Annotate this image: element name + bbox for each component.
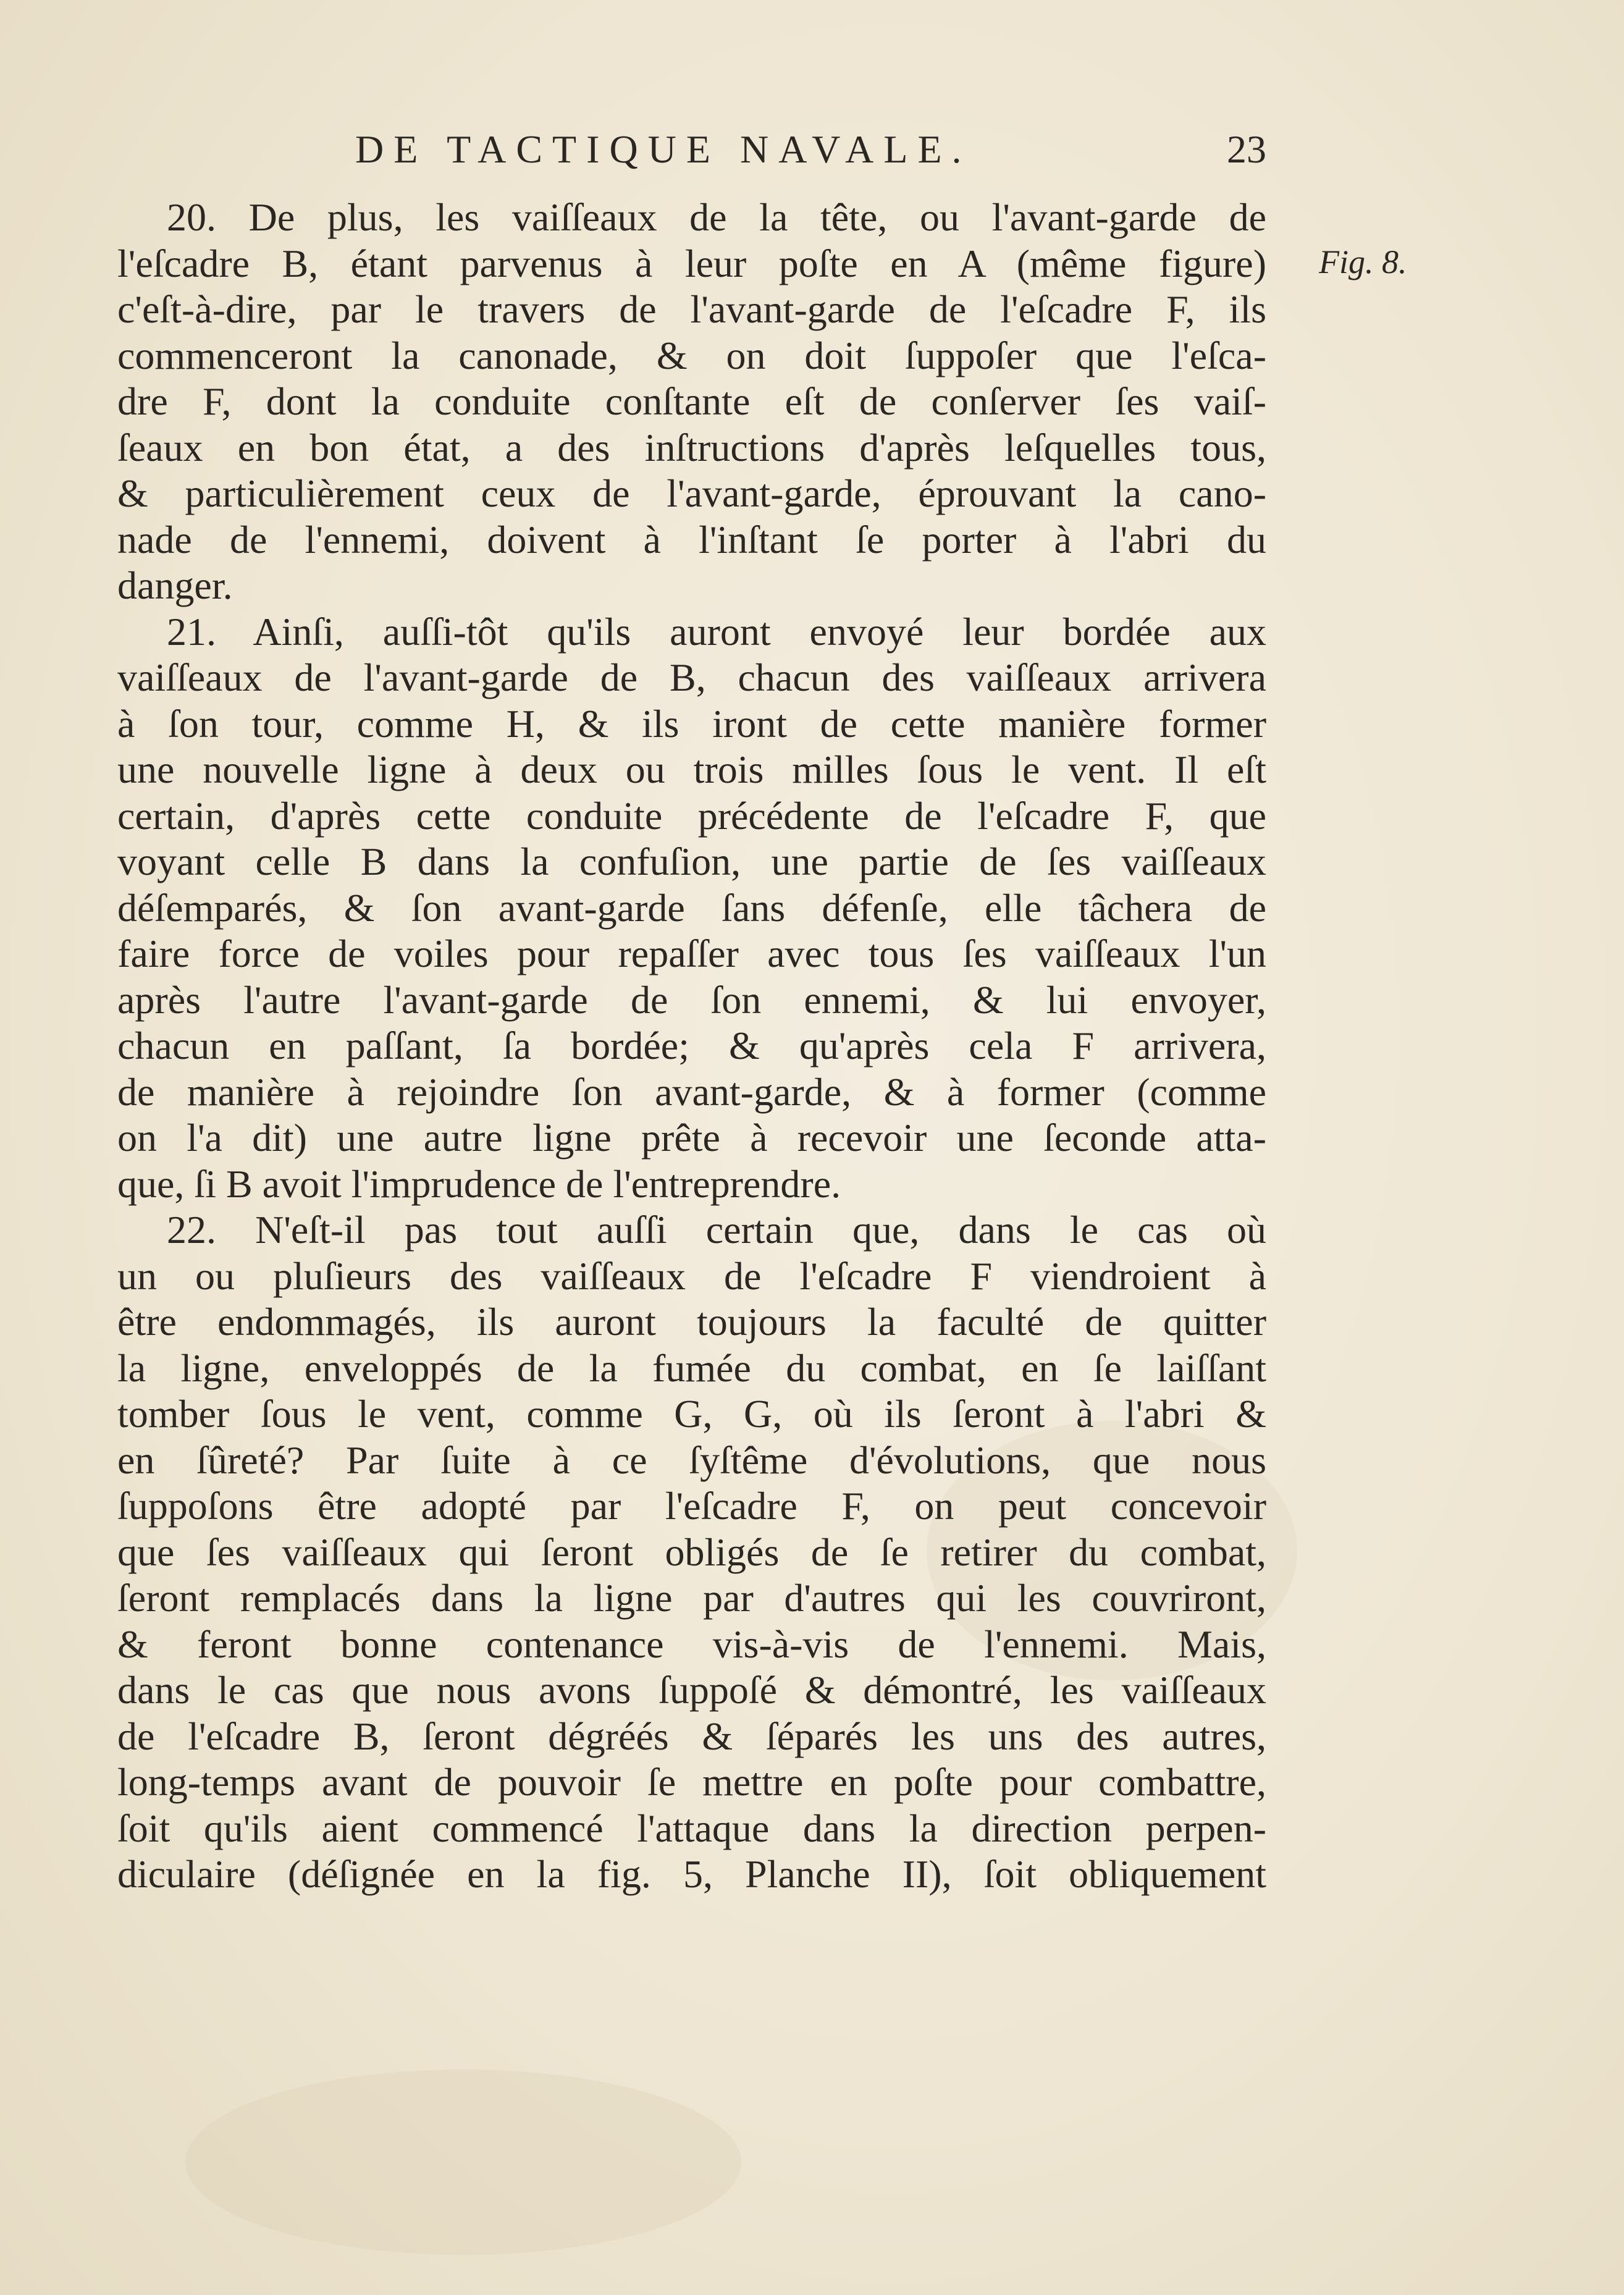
text-line: de manière à rejoindre ſon avant-garde, & à former (comme <box>117 1069 1266 1114</box>
page-number: 23 <box>1227 127 1266 171</box>
text-line: dre F, dont la conduite conſtante eſt de conſerver ſes vaiſ- <box>117 379 1266 423</box>
margin-figure-reference: Fig. 8. <box>1319 243 1407 280</box>
text-line: & particulièrement ceux de l'avant-garde, éprouvant la cano- <box>117 471 1266 515</box>
text-line: après l'autre l'avant-garde de ſon ennemi, & lui envoyer, <box>117 977 1266 1022</box>
text-line: faire force de voiles pour repaſſer avec tous ſes vaiſſeaux l'un <box>117 932 1266 975</box>
text-line: ſeront remplacés dans la ligne par d'autres qui les couvriront, <box>117 1576 1266 1620</box>
text-line: vaiſſeaux de l'avant-garde de B, chacun des vaiſſeaux arrivera <box>117 655 1266 699</box>
text-line: la ligne, enveloppés de la fumée du combat, en ſe laiſſant <box>117 1345 1266 1390</box>
text-line: tomber ſous le vent, comme G, G, où ils ſeront à l'abri & <box>117 1392 1266 1436</box>
text-line: ſeaux en bon état, a des inſtructions d'après leſquelles tous, <box>117 425 1266 470</box>
text-line: que ſes vaiſſeaux qui ſeront obligés de ſe retirer du combat, <box>117 1530 1266 1574</box>
text-line: à ſon tour, comme H, & ils iront de cette manière former <box>117 701 1266 746</box>
text-line: l'eſcadre B, étant parvenus à leur poſte en A (même figure) <box>117 241 1266 285</box>
text-line: déſemparés, & ſon avant-garde ſans défenſe, elle tâchera de <box>117 885 1266 930</box>
text-line: de l'eſcadre B, ſeront dégréés & ſéparés les uns des autres, <box>117 1714 1266 1758</box>
text-line: être endommagés, ils auront toujours la faculté de quitter <box>117 1300 1266 1344</box>
text-line: long-temps avant de pouvoir ſe mettre en poſte pour combattre, <box>117 1760 1266 1804</box>
text-line: ſoit qu'ils aient commencé l'attaque dans la direction perpen- <box>117 1806 1266 1850</box>
text-line: dans le cas que nous avons ſuppoſé & démontré, les vaiſſeaux <box>117 1668 1266 1712</box>
text-line: une nouvelle ligne à deux ou trois milles ſous le vent. Il eſt <box>117 747 1266 791</box>
text-line: chacun en paſſant, ſa bordée; & qu'après cela F arrivera, <box>117 1024 1266 1067</box>
body-text <box>117 195 1266 1898</box>
text-line: c'eſt-à-dire, par le travers de l'avant-garde de l'eſcadre F, ils <box>117 287 1266 331</box>
text-line: un ou pluſieurs des vaiſſeaux de l'eſcadre F viendroient à <box>117 1253 1266 1298</box>
text-line: voyant celle B dans la confuſion, une partie de ſes vaiſſeaux <box>117 840 1266 883</box>
text-line: commenceront la canonade, & on doit ſuppoſer que l'eſca- <box>117 333 1266 377</box>
text-line: nade de l'ennemi, doivent à l'inſtant ſe porter à l'abri du <box>117 517 1266 562</box>
text-line: 20. De plus, les vaiſſeaux de la tête, ou l'avant-garde de <box>167 195 1266 239</box>
text-line: en ſûreté? Par ſuite à ce ſyſtême d'évolutions, que nous <box>117 1438 1266 1482</box>
text-line: 21. Ainſi, auſſi-tôt qu'ils auront envoyé leur bordée aux <box>167 609 1266 654</box>
text-line: on l'a dit) une autre ligne prête à recevoir une ſeconde atta- <box>117 1116 1266 1160</box>
text-line: diculaire (déſignée en la fig. 5, Planche II), ſoit obliquement <box>117 1852 1266 1896</box>
running-head <box>117 127 1266 182</box>
text-line: & feront bonne contenance vis-à-vis de l'ennemi. Mais, <box>117 1622 1266 1666</box>
text-line: 22. N'eſt-il pas tout auſſi certain que, dans le cas où <box>167 1208 1266 1252</box>
running-title: DE TACTIQUE NAVALE. <box>355 127 972 171</box>
paper-stain <box>185 2070 741 2255</box>
text-line: que, ſi B avoit l'imprudence de l'entreprendre. <box>117 1161 841 1206</box>
text-line: ſuppoſons être adopté par l'eſcadre F, on peut concevoir <box>117 1484 1266 1528</box>
text-line: danger. <box>117 563 233 607</box>
text-line: certain, d'après cette conduite précédente de l'eſcadre F, que <box>117 793 1266 838</box>
